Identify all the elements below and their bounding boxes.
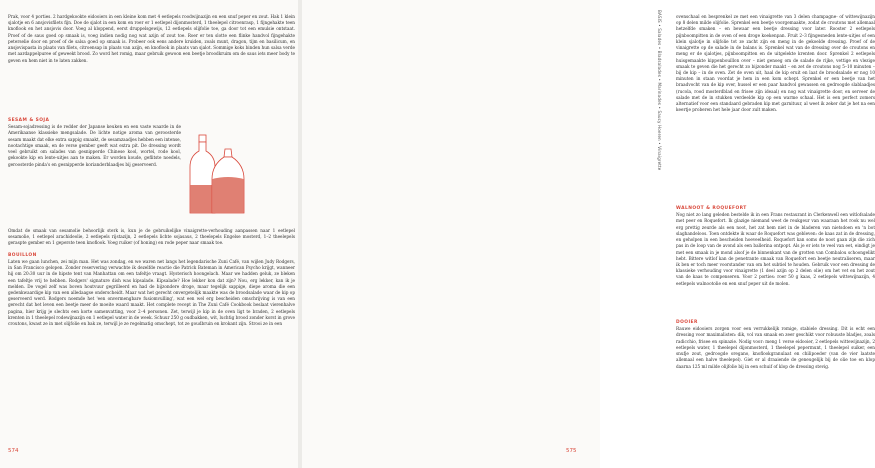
sesame-ratio-and-bouillon-column	[8, 228, 295, 327]
bouillon-continued-column	[676, 14, 875, 114]
sesame-column	[8, 118, 181, 168]
bouillon-paragraph: Laten we gaan lunchen, zei mijn man. Het was zondag, en we waren net langs het legendarische Zuni Café, van wijlen Judy Rodgers, in San Francisco gelopen. Zonder reservering verwachte ik dezelfde reactie die Patrick Bateman in American Psycho krijgt, wanneer hij om 20:30 uur in de hipste tent van Manhattan om een tafeltje vraagt. Hysterisch hoongelach. Maar we hadden geluk, ze bleken een tafeltje vrij te hebben. Rodgers' signature dish was kipsalade. Kipsalade? Hoe lekker kon dat zijn? Nou, erg lekker, kan ik je melden. De vogel zelf was boven houtvuur gegrilleerd en had de bijzondere droge, maar tegelijk sappige, diepe aroma die een gedenkwaardige kip van een alledaagse onderscheidt. Maar wat het gerecht onvergetelijk maakte was de broodsalade waar de kip op geserveerd werd. Rodgers noemde het 'een onvermengbare fusiomvulling', wat een wel erg bescheiden omschrijving is van een gerecht dat het leven een beetje meer de moeite waard maakt. Het complete recept in The Zuni Café Cookbook beslaat vierenhalve pagina, hier krijg je slechts een korte samenvatting, voor 2–4 personen. Zet, terwijl je kip in de oven ligt te braden, 2 eetlepels krenten in 1 theelepel rodewijnazijn en 1 eetlepel water in de week. Schuur 250 g oudbakken, wit, luchtig brood zonder korst in grove croutons, kwast ze in met olijfolie en bak ze, terwijl je ze regelmatig omschept, tot ze goudbruin en krokant zijn. Strooi ze in een	[8, 258, 295, 327]
bouillon-continued-paragraph: ovenschaal en besprenkel ze met een vinaigrette van 3 delen champagne- of wittewijnazijn op 8 delen milde olijfolie. Sprenkel een beetje voorgemaakte, zodat de croutons met allemaal hetzelfde smaken – en bewaar een beetje dressing voor later. Rooster 2 eetlepels pijnboompitten in de oven of een droge koekenpan. Fruit 2–3 fijngesneden lente-uitjes of een klein sjalotje in olijfolie tot ze zacht zijn en meng in de gekoelde dressing. Proef of de vinaigrette op de salade in de balans is. Sprenkel wat van de dressing over de croutons en meng er de sjalotjes, pijnboompitten en de uitgelekte krenten door. Sprenkel 2 eetlepels huisgemaakte kippenbouillon over – niet genoeg om de salade de rijke, vettige en vlezige smaak te geven die het gerecht zo bijzonder maakt – en zet de croutons nog 5–10 minuten – bij de kip – in de oven. Zet de oven uit, haal de kip eruit en laat de broodsalade er nog 10 minuten in staan voordat je hem in een kom schept. Sprenkel er een beetje van het braadvocht van de kip over, hussel er een paar handvol gewassen en gedroogde slablaadjes (rucola, rood mosterdblad en frisee zijn ideaal) en nog wat vinaigrette door, en serveer de salade met de in stukken verdeelde kip op een warme schaal. Het is een perfect zomers alternatief voor een standaard gebraden kip met garnituur, al weet ik zeker dat je het na een keertje proberen het hele jaar door zult maken.	[676, 14, 875, 113]
short-bottle-icon	[212, 149, 244, 213]
dooier-paragraph: Rauwe eidooiers zorgen voor een verrukkelijk romige, stabiele dressing. Dit is echt een dressing voor maximalisten: dik, vol van smaak en zeer geschikt voor robuuste bladjes, zoals radicchio, frisee en spinazie. Nodig voor: meng 1 verse eidooier, 2 eetlepels wittewijnazijn, 2 eetlepels water, 1 theelepel dijonmosterd, 1 theelepel pepermunt, 1 theelepel suiker, een snufje zout, gedroogde oregano, knoflookgranulaat en chilipoeder (van de vier laatste allemaal een halve theelepel). Giet er al draaiende de geneugelijk bij de olie toe en klop daarna 125 ml milde olijfolie bij in een schuif of klop de dressing stevig.	[676, 326, 875, 369]
section-heading-walnut: WALNOOT & ROQUEFORT	[676, 206, 747, 211]
walnut-paragraph: Nog niet zo lang geleden bestelde ik in een Frans restaurant in Clerkenwell een witlofsalade met peer en Roquefort. Ik glazige niemand weet de reukgeur van waaraan het rook nu wel erg prettig zeurde als een noot, het zat hem niet in de bladeren van nietsdoen en 'n bot slaghandeloos. Toen ontdekte ik waar de Roquefort was gebleven: de kaas zat in de dressing, en geholpen in een bescheiden hoeveelheid. Roquefort kan soms de noot gaan zijn die zich pas in de loop van de avond als een ballerina ontpopt. Als je er iets te veel van eet, eindigt je met een smaak in je mond alsof je de binnenkant van de grotten van Combalou schoongelikt hebt. Bittere witlof kan de penetrante smaak van Roquefort een beetje neutraliseren, maar ik ben er toch meer voorstander van om het subtiel te houden. Gebruik voor een dressing de klassieke verhouding voor vinaigrette (1 deel azijn op 2 delen olie) om het vet en het zout van de kaas te compenseren. Voor 2 porties: roer 50 g kaas, 2 eetlepels wittewijnazijn, 4 eetlepels walnootolie en een snuf peper uit de molen.	[676, 212, 875, 286]
intro-column	[8, 14, 295, 64]
right-page	[302, 0, 875, 468]
page-number-left: 574	[8, 448, 19, 454]
running-head-text: BASIS • Salades • Bladsalades • Marinades • Saucy Hoeren • Vinaigrette	[657, 10, 662, 171]
walnut-column	[676, 206, 875, 287]
running-head	[654, 10, 666, 190]
section-heading-bouillon: BOUILLON	[8, 252, 37, 258]
sesame-paragraph: Sesam-sojadressing is de redder der Japanse keuken en een vaste waarde in de Amerikaanse klassieke mengsalade. De lichte notige aroma van geroosterde sesam maakt dat elke extra sappig smaakt, de sesamzaadjes hebben een intense, nootachtige smaak, en de verse gember geeft wat extra pit. De dressing wordt veel gebruikt om salades van gesnipperde Chinese kool, wortel, rode kool, gekookte kip en lente-uitjes aan te maken. Er worden koude, geflitste noedels, geroosterde pinda's en gesnipperde korianderblaadjes bij geserveerd.	[8, 124, 181, 167]
dooier-column	[676, 320, 875, 370]
intro-paragraph: Prak, voor 4 porties. 2 hardgekookte eidooiers in een kleine kom met 4 eetlepels roodwijnazijn en een snuf peper en zout. Hak 1 klein sjalotje en 6 ansjovisfilets fijn. Doe de sjalot in een kom en roer er 1 eetlepel dijonmosterd, 1 theelepel citroenrasp, 1 fijngehakte teen knoflook en het ansjovis door. Voeg al kloppend, eerst druppelsgewijs, 12 eetlepels olijfolie toe, ga door tot een emulsie ontstaat. Proef of de saus goed op smaak is, voeg indien nodig nog wat azijn of zout toe. Roer er ten slotte een flinke handvol fijngehakte peterselie door en proef of de salsa goed op smaak is. Probeer ook eens andere kruiden, zoals munt, dragon, tijm en basilicum, en ansjovispasta in plaats van filets, citroensap in plaats van azijn, en knoflook in plaats van sjalot. Sommige koks binden hun salsa verde met aardappelpuree of geweekt brood. Zo word het romig, maar gebruik gewoon een beetje broodkruim om de saus iets meer body te geven en hem niet in te laten zakken.	[8, 14, 295, 63]
section-heading-sesame: SESAM & SOJA	[8, 118, 50, 123]
page-number-right: 575	[566, 448, 577, 454]
sesame-ratio-paragraph: Omdat de smaak van sesamolie behoorlijk sterk is, kun je de gebruikelijke vinaigrette-verhouding aanpassen naar 1 eetlepel sesamolie, 1 eetlepel arachideolie, 2 eetlepels rijstazijn, 2 eetlepels lichte sojasaus, 2 theelepels Engelse mosterd, 1–2 theelepels geraspte gember en 1 geperste teen knoflook. Voeg ruiker (of honing) en rode peper naar smaak toe.	[8, 228, 295, 246]
section-heading-dooier: DOOIER	[676, 320, 698, 325]
left-page	[0, 0, 298, 468]
tall-bottle-icon	[190, 135, 215, 213]
bottles-illustration	[188, 133, 246, 219]
